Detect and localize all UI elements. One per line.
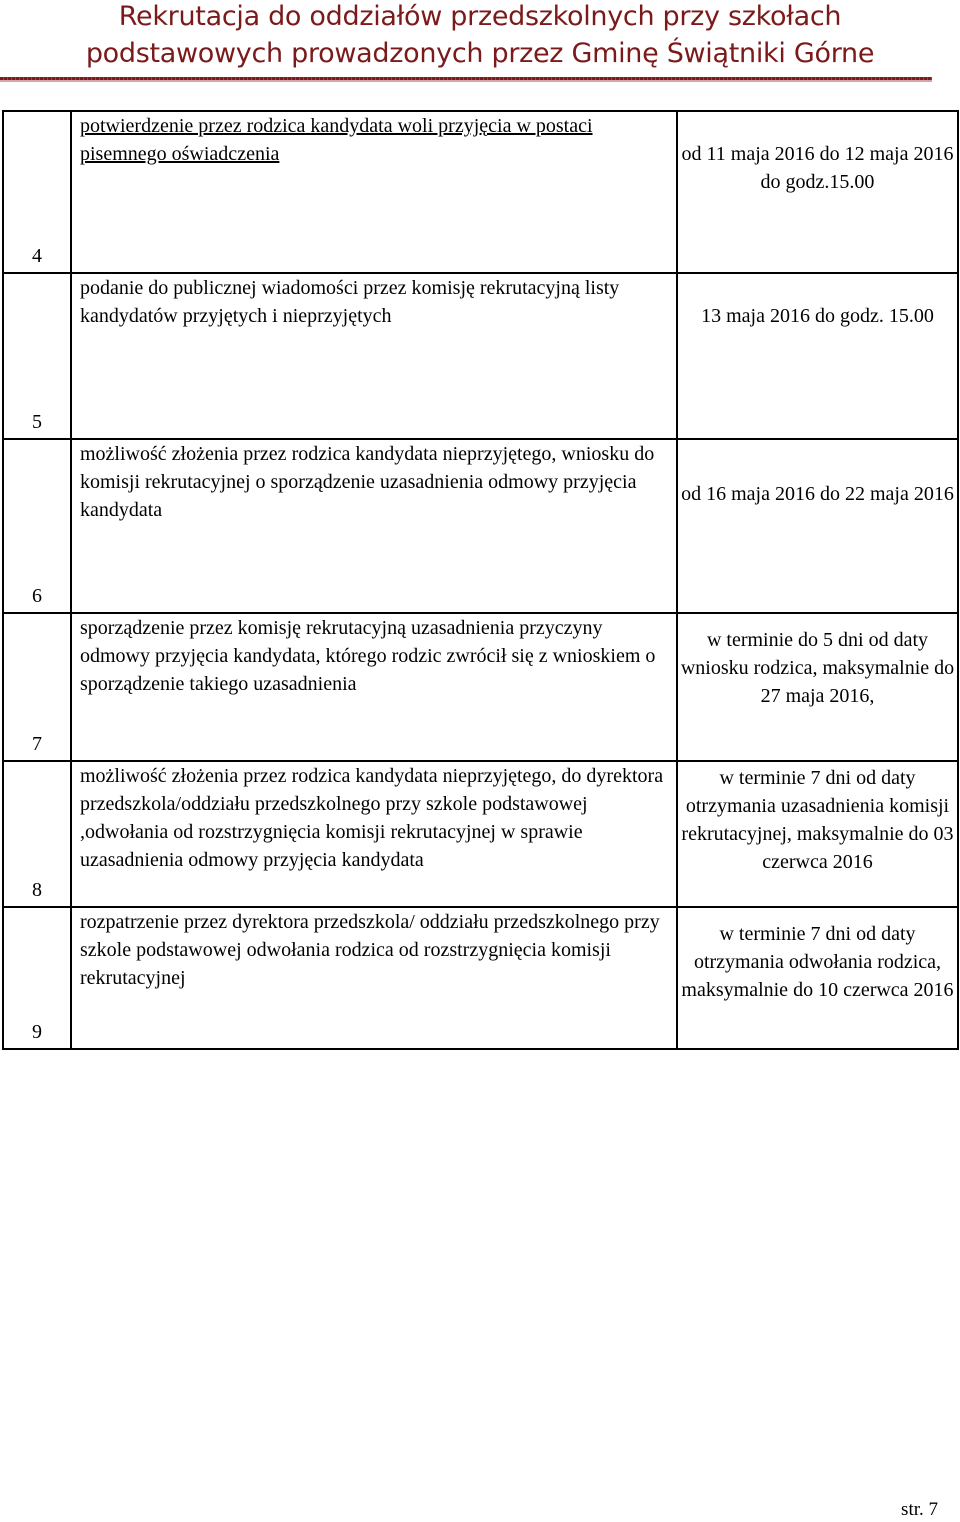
row-number: 5	[32, 411, 42, 433]
row-term: w terminie 7 dni od daty otrzymania uzasadnienia komisji rekrutacyjnej, maksymalnie do 03 czerwca 2016	[681, 767, 954, 873]
row-term: od 11 maja 2016 do 12 maja 2016 do godz.15.00	[681, 143, 954, 193]
recruitment-schedule-table	[2, 110, 959, 1050]
row-term: od 16 maja 2016 do 22 maja 2016	[681, 483, 954, 505]
row-term-cell	[677, 439, 958, 613]
row-term-cell	[677, 613, 958, 761]
row-term: w terminie do 5 dni od daty wniosku rodzica, maksymalnie do 27 maja 2016,	[680, 629, 955, 707]
row-description: sporządzenie przez komisję rekrutacyjną uzasadnienia przyczyny odmowy przyjęcia kandydata, którego rodzic zwrócił się z wnioskiem o sporządzenie takiego uzasadnienia	[80, 617, 656, 695]
row-term-cell	[677, 111, 958, 273]
row-number-cell	[3, 761, 71, 907]
row-description-cell	[71, 111, 677, 273]
row-description-cell	[71, 907, 677, 1049]
row-term-cell	[677, 273, 958, 439]
row-description-cell	[71, 761, 677, 907]
row-description-cell	[71, 613, 677, 761]
row-number-cell	[3, 907, 71, 1049]
row-description: potwierdzenie przez rodzica kandydata woli przyjęcia w postaci pisemnego oświadczenia	[80, 115, 593, 165]
table-row	[3, 439, 958, 613]
row-number: 6	[32, 585, 42, 607]
row-description: podanie do publicznej wiadomości przez komisję rekrutacyjną listy kandydatów przyjętych i nieprzyjętych	[80, 277, 620, 327]
row-term: w terminie 7 dni od daty otrzymania odwołania rodzica, maksymalnie do 10 czerwca 2016	[681, 923, 954, 1001]
row-description: rozpatrzenie przez dyrektora przedszkola/ oddziału przedszkolnego przy szkole podstawowej odwołania rodzica od rozstrzygnięcia komisji rekrutacyjnej	[80, 911, 660, 989]
header-title-line-2: podstawowych prowadzonych przez Gminę Świątniki Górne	[85, 38, 875, 69]
page-number: str. 7	[901, 1499, 938, 1520]
row-term-cell	[677, 907, 958, 1049]
row-number-cell	[3, 439, 71, 613]
row-description: możliwość złożenia przez rodzica kandydata nieprzyjętego, do dyrektora przedszkola/oddziału przedszkolnego przy szkole podstawowej ,odwołania od rozstrzygnięcia komisji rekrutacyjnej w sprawie uzasadnienia odmowy przyjęcia kandydata	[80, 765, 664, 871]
row-description: możliwość złożenia przez rodzica kandydata nieprzyjętego, wniosku do komisji rekrutacyjnej o sporządzenie uzasadnienia odmowy przyjęcia kandydata	[80, 443, 655, 521]
page-header	[0, 0, 960, 72]
row-number: 4	[32, 245, 42, 267]
row-description-cell	[71, 439, 677, 613]
table-row	[3, 273, 958, 439]
row-number-cell	[3, 273, 71, 439]
table-row	[3, 613, 958, 761]
header-title-line-1: Rekrutacja do oddziałów przedszkolnych przy szkołach	[118, 1, 842, 32]
row-number-cell	[3, 613, 71, 761]
row-description-cell	[71, 273, 677, 439]
row-number: 8	[32, 879, 42, 901]
row-number: 9	[32, 1021, 42, 1043]
row-number-cell	[3, 111, 71, 273]
table-row	[3, 761, 958, 907]
row-term: 13 maja 2016 do godz. 15.00	[701, 305, 934, 327]
table-row	[3, 907, 958, 1049]
header-divider-shadow	[0, 80, 932, 82]
row-term-cell	[677, 761, 958, 907]
table-row	[3, 111, 958, 273]
row-number: 7	[32, 733, 42, 755]
